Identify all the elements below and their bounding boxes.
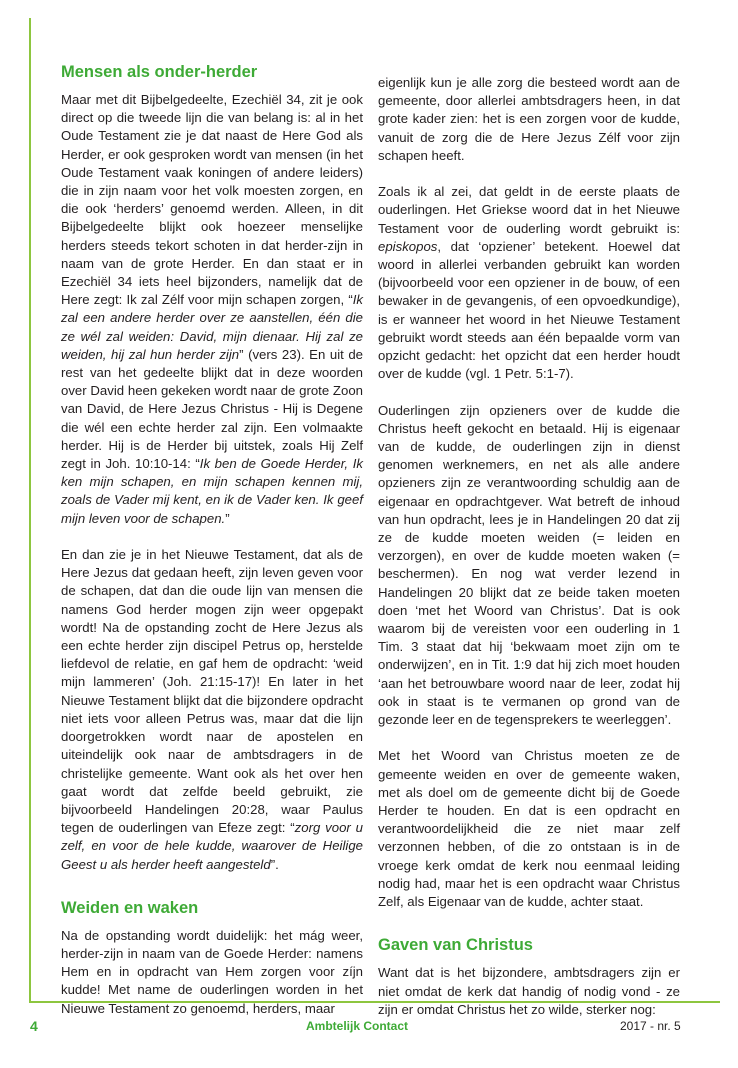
term: episkopos	[378, 238, 438, 254]
text: Maar met dit Bijbelgedeelte, Ezechiël 34, zit je ook direct op die tweede lijn die van belang is: al in het Oude Testament zie je dat naast de Here God als Herder, er ook gesproken wordt van mensen (in het Oude Testament vaak koningen of andere leiders) die in zijn naam voor het volk moesten zorgen, en die ook ‘herders’ genoemd werden. Alleen, in dit Bijbelgedeelte blijkt ook hoezeer menselijke herders steeds tekort schoten in dat herder-zijn in naam van de grote Herder. En dan staat er in Ezechiël 34 iets heel bijzonders, namelijk dat de Here zegt: Ik zal Zélf voor mijn schapen zorgen, “	[61, 92, 363, 308]
left-column	[61, 62, 363, 1018]
text: , dat ‘opziener’ betekent. Hoewel dat woord in allerlei verbanden gebruikt kan worden (bijvoorbeeld voor een opziener in de bouw, of een bewaker in de gevangenis, of een opvoedkundige), is er wanneer het woord in het Nieuwe Testament gebruikt wordt steeds aan één bepaalde vorm van opzicht gedacht: het opzicht dat een herder houdt over de kudde (vgl. 1 Petr. 5:1-7).	[378, 238, 680, 382]
text: ” (vers 23). En uit de rest van het gedeelte blijkt dat in deze woorden over David heen gekeken wordt naar de grote Zoon van David, de Here Jezus Christus - Hij is Degene die wél een echte herder zal zijn. Een volmaakte herder. Hij is de Herder bij uitstek, zoals Hij Zelf zegt in Joh. 10:10-14: “	[61, 346, 363, 472]
heading-weiden-en-waken: Weiden en waken	[61, 898, 199, 917]
publication-name: Ambtelijk Contact	[306, 1019, 409, 1033]
quote: Ik zal een andere herder over ze aanstellen, één die ze wél zal weiden: David, mijn dienaar. Hij zal ze weiden, hij zal hun herder zijn	[61, 292, 363, 362]
paragraph: Na de opstanding wordt duidelijk: het mág weer, herder-zijn in naam van de Goede Herder: namens Hem en in opdracht van Hem zorgen voor zíjn kudde! Met name de ouderlingen worden in het Nieuwe Testament zo genoemd, herders, maar	[61, 927, 363, 1016]
text: ”	[225, 510, 230, 526]
text: Zoals ik al zei, dat geldt in de eerste plaats de ouderlingen. Het Griekse woord dat in het Nieuwe Testament voor de ouderling wordt gebruikt is:	[378, 184, 680, 236]
page-footer	[0, 1018, 738, 1038]
page-border-vertical	[29, 18, 31, 1003]
paragraph: Ouderlingen zijn opzieners over de kudde die Christus heeft gekocht en betaald. Hij is eigenaar van de kudde, de ouderlingen zijn in dienst genomen werknemers, en net als alle andere opzieners zijn ze verantwoording schuldig aan de eigenaar en opdrachtgever. Wat betreft de inhoud van hun opdracht, lees je in Handelingen 20 dat zij ze de kudde moeten weiden (= leiden en verzorgen), en over de kudde moeten waken (= beschermen). En nog wat verder lezend in Handelingen 20 blijkt dat ze beide taken moeten doen ‘met het Woord van Christus’. Dat is ook waarom bij de vereisten voor een ouderling in 1 Tim. 3 staat dat hij ‘bekwaam moet zijn om te onderwijzen’, en in Tit. 1:9 dat hij zich moet houden ‘aan het betrouwbare woord naar de leer, zodat hij ook in staat is te vermanen op grond van de gezonde leer en de tegensprekers te weerleggen’.	[378, 402, 680, 728]
paragraph: Met het Woord van Christus moeten ze de gemeente weiden en over de gemeente waken, met als doel om de gemeente dicht bij de Goede Herder te houden. En dat is een opdracht en verantwoordelijkheid die ze niet maar zelf verzonnen hebben, of die zo ontstaan is in de vroege kerk omdat de kerk nou eenmaal leiding nodig had, maar het is een opdracht waar Christus Zelf, als Eigenaar van de kudde, achter staat.	[378, 748, 680, 910]
paragraph	[378, 183, 680, 383]
paragraph: Want dat is het bijzondere, ambtsdragers zijn er niet omdat de kerk dat handig of nodig vond - ze zijn er omdat Christus het zo wilde, sterker nog:	[378, 965, 680, 1017]
paragraph	[61, 546, 363, 874]
heading-mensen-als-onder-herder: Mensen als onder-herder	[61, 63, 258, 81]
issue-number: 2017 - nr. 5	[620, 1019, 681, 1033]
right-column	[378, 74, 680, 1019]
page-number: 4	[30, 1018, 38, 1034]
quote: zorg voor u zelf, en voor de hele kudde, waarover de Heilige Geest u als herder heeft aangesteld	[61, 820, 363, 872]
paragraph: eigenlijk kun je alle zorg die besteed wordt aan de gemeente, door allerlei ambtsdragers heen, in dat grote kader zien: het is een zorgen voor de kudde, vanuit de zorg die de Here Jezus Zélf voor zijn schapen heeft.	[378, 75, 680, 163]
paragraph	[61, 91, 363, 528]
text: ”.	[270, 856, 279, 872]
heading-gaven-van-christus: Gaven van Christus	[378, 936, 533, 955]
text: En dan zie je in het Nieuwe Testament, dat als de Here Jezus dat gedaan heeft, zijn leven geven voor de schapen, dat dan die oude lijn van mensen die namens God herder mogen zijn weer opgepakt wordt! Na de opstanding zocht de Here Jezus als een echte herder zijn discipel Petrus op, herstelde liefdevol de relatie, en gaf hem de opdracht: ‘weid mijn lammeren’ (Joh. 21:15-17)! En later in het Nieuwe Testament blijkt dat die bijzondere opdracht niet iets voor alleen Petrus was, maar dat die lijn doorgetrokken wordt naar de apostelen en uiteindelijk ook naar de ambtsdragers in de christelijke gemeente. Want ook als het over hen gaat wordt dat zelfde beeld gebruikt, zie bijvoorbeeld Handelingen 20:28, waar Paulus tegen de ouderlingen van Efeze zegt: “	[61, 547, 363, 836]
quote: Ik ben de Goede Herder, Ik ken mijn schapen, en mijn schapen kennen mij, zoals de Vader mij kent, en ik de Vader ken. Ik geef mijn leven voor de schapen.	[61, 456, 363, 526]
